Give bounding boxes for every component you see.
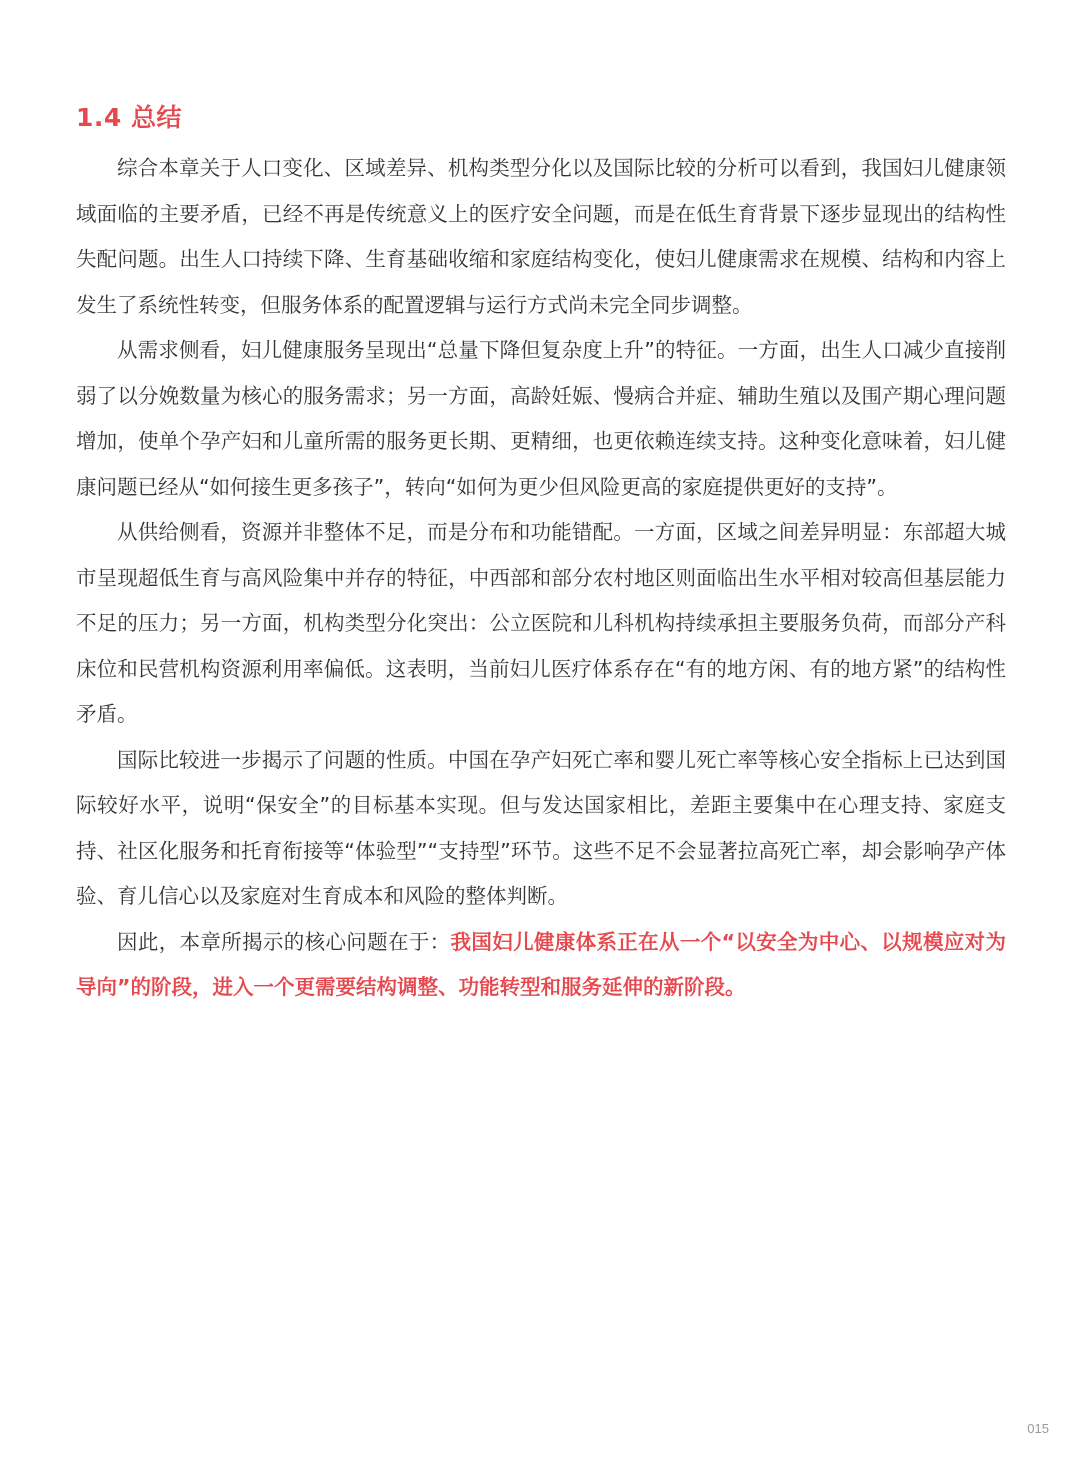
paragraph-summary: 综合本章关于人口变化、区域差异、机构类型分化以及国际比较的分析可以看到，我国妇儿健康领域面临的主要矛盾，已经不再是传统意义上的医疗安全问题，而是在低生育背景下逐步显现出的结构性失配问题。出生人口持续下降、生育基础收缩和家庭结构变化，使妇儿健康需求在规模、结构和内容上发生了系统性转变，但服务体系的配置逻辑与运行方式尚未完全同步调整。 (76, 156, 1006, 317)
paragraph-conclusion (76, 920, 1006, 1011)
page-content (76, 98, 1006, 1011)
paragraph-international-comparison: 国际比较进一步揭示了问题的性质。中国在孕产妇死亡率和婴儿死亡率等核心安全指标上已达到国际较好水平，说明“保安全”的目标基本实现。但与发达国家相比，差距主要集中在心理支持、家庭支持、社区化服务和托育衔接等“体验型”“支持型”环节。这些不足不会显著拉高死亡率，却会影响孕产体验、育儿信心以及家庭对生育成本和风险的整体判断。 (76, 747, 1006, 908)
paragraph-demand-side: 从需求侧看，妇儿健康服务呈现出“总量下降但复杂度上升”的特征。一方面，出生人口减少直接削弱了以分娩数量为核心的服务需求；另一方面，高龄妊娠、慢病合并症、辅助生殖以及围产期心理问题增加，使单个孕产妇和儿童所需的服务更长期、更精细，也更依赖连续支持。这种变化意味着，妇儿健康问题已经从“如何接生更多孩子”，转向“如何为更少但风险更高的家庭提供更好的支持”。 (76, 338, 1006, 499)
section-title: 1.4 总结 (76, 103, 182, 132)
conclusion-highlight: 我国妇儿健康体系正在从一个“以安全为中心、以规模应对为导向”的阶段，进入一个更需要结构调整、功能转型和服务延伸的新阶段。 (76, 929, 1006, 999)
page-number: 015 (1027, 1421, 1049, 1436)
paragraph-supply-side: 从供给侧看，资源并非整体不足，而是分布和功能错配。一方面，区域之间差异明显：东部超大城市呈现超低生育与高风险集中并存的特征，中西部和部分农村地区则面临出生水平相对较高但基层能力不足的压力；另一方面，机构类型分化突出：公立医院和儿科机构持续承担主要服务负荷，而部分产科床位和民营机构资源利用率偏低。这表明，当前妇儿医疗体系存在“有的地方闲、有的地方紧”的结构性矛盾。 (76, 520, 1006, 726)
conclusion-lead: 因此，本章所揭示的核心问题在于： (117, 929, 451, 954)
